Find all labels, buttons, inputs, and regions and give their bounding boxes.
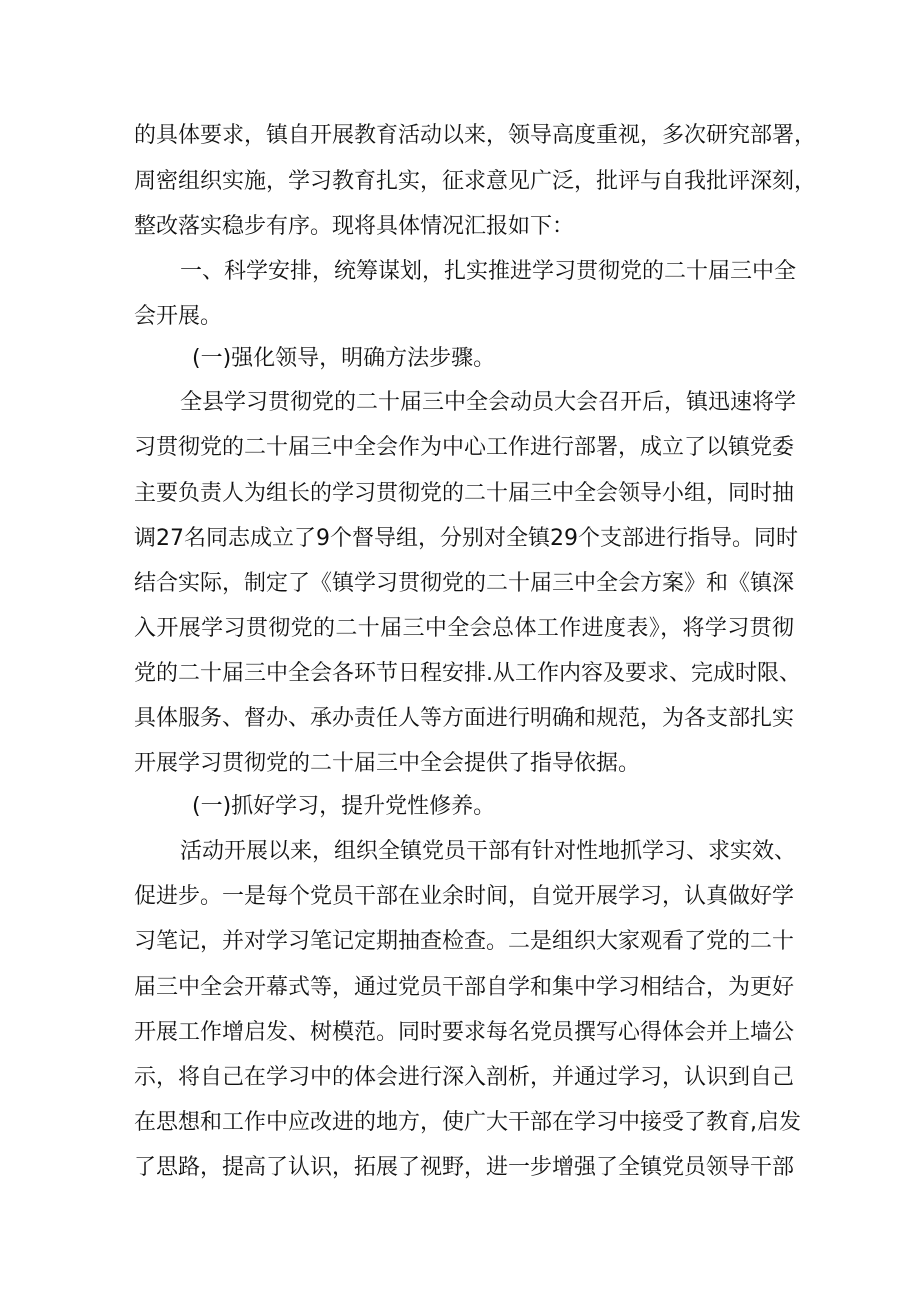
- text-line-8: 习贯彻党的二十届三中全会作为中心工作进行部署，成立了以镇党委: [134, 435, 795, 460]
- text-line-11: 结合实际，制定了《镇学习贯彻党的二十届三中全会方案》和《镇深: [134, 571, 795, 596]
- text-line-2: 周密组织实施，学习教育扎实，征求意见广泛，批评与自我批评深刻，: [134, 169, 817, 194]
- text-line-15: 开展学习贯彻党的二十届三中全会提供了指导依据。: [134, 751, 641, 776]
- text-line-7: 全县学习贯彻党的二十届三中全会动员大会召开后，镇迅速将学: [180, 390, 797, 415]
- text-line-12: 入开展学习贯彻党的二十届三中全会总体工作进度表》，将学习贯彻: [134, 616, 794, 641]
- text-line-10: 调27名同志成立了9个督导组，分别对全镇29个支部进行指导。同时: [134, 526, 798, 551]
- text-line-9: 主要负责人为组长的学习贯彻党的二十届三中全会领导小组，同时抽: [134, 481, 795, 506]
- text-line-17: 活动开展以来，组织全镇党员干部有针对性地抓学习、求实效、: [180, 839, 797, 864]
- text-line-3: 整改落实稳步有序。现将具体情况汇报如下：: [134, 214, 575, 239]
- section-heading-1: 一、科学安排，统筹谋划，扎实推进学习贯彻党的二十届三中全: [180, 259, 797, 284]
- text-line-22: 示，将自己在学习中的体会进行深入剖析，并通过学习，认识到自己: [134, 1065, 795, 1090]
- text-line-24: 了思路，提高了认识，拓展了视野，进一步增强了全镇党员领导干部: [134, 1155, 795, 1180]
- subheading-2: (一)抓好学习，提升党性修养。: [192, 794, 496, 819]
- text-line-18: 促进步。一是每个党员干部在业余时间，自觉开展学习，认真做好学: [134, 884, 795, 909]
- text-line-23: 在思想和工作中应改进的地方，使广大干部在学习中接受了教育,启发: [134, 1110, 801, 1135]
- text-line-19: 习笔记，并对学习笔记定期抽查检查。二是组织大家观看了党的二十: [134, 929, 795, 954]
- subheading-1: (一)强化领导，明确方法步骤。: [192, 346, 496, 371]
- text-line-20: 届三中全会开幕式等，通过党员干部自学和集中学习相结合，为更好: [134, 975, 795, 1000]
- text-line-13: 党的二十届三中全会各环节日程安排.从工作内容及要求、完成时限、: [134, 661, 801, 686]
- text-line-14: 具体服务、督办、承办责任人等方面进行明确和规范，为各支部扎实: [134, 706, 795, 731]
- section-heading-1-cont: 会开展。: [134, 304, 223, 329]
- text-line-21: 开展工作增启发、树模范。同时要求每名党员撰写心得体会并上墙公: [134, 1020, 795, 1045]
- text-line-1: 的具体要求，镇自开展教育活动以来，领导高度重视，多次研究部署，: [134, 123, 817, 148]
